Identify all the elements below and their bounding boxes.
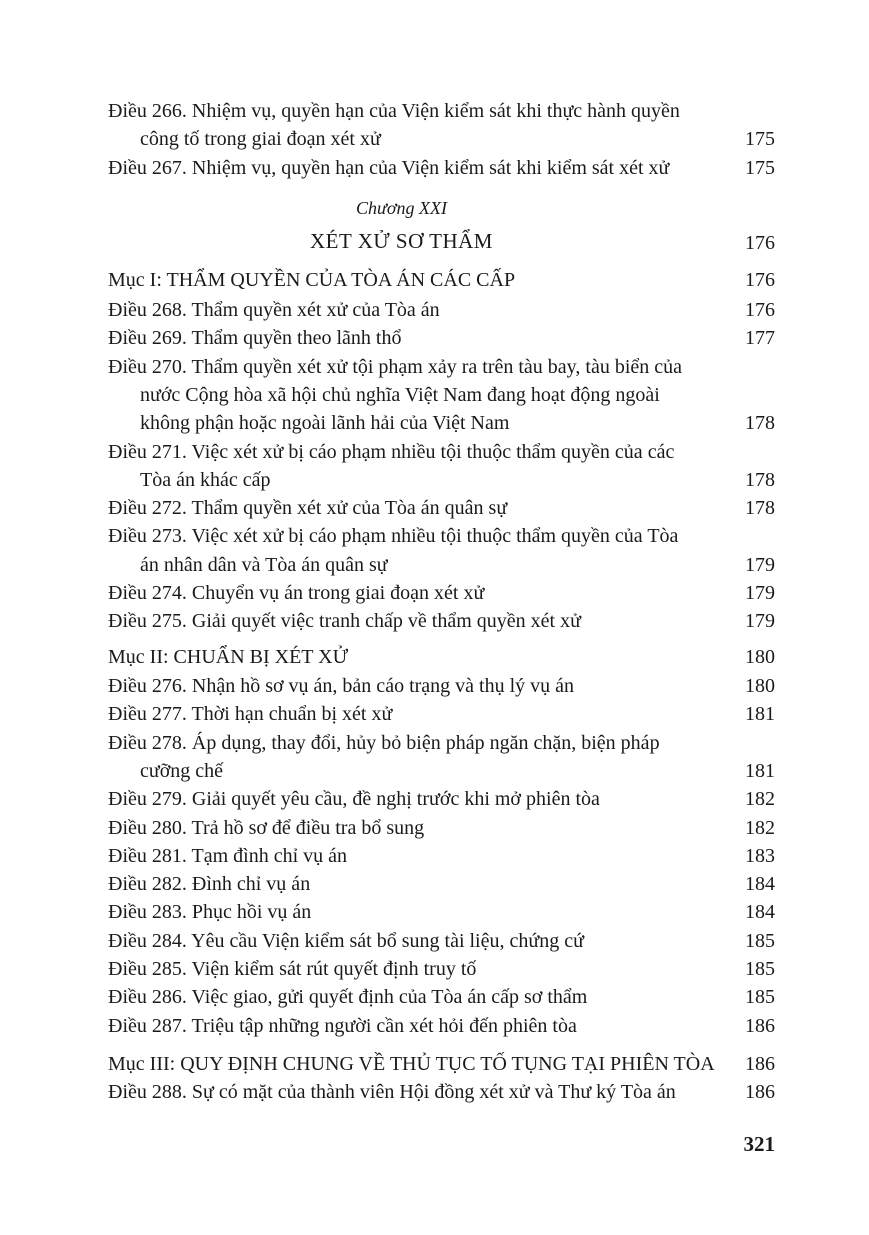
toc-entry-line: cưỡng chế	[140, 759, 224, 782]
toc-entry-line: Điều 270. Thẩm quyền xét xử tội phạm xảy ra trên tàu bay, tàu biển của	[108, 355, 683, 378]
toc-entry-line: Điều 269. Thẩm quyền theo lãnh thổ	[108, 327, 402, 350]
section-page: 186	[745, 1053, 775, 1075]
toc-entry-page: 175	[745, 156, 775, 179]
toc-entry-line: Điều 281. Tạm đình chỉ vụ án	[108, 844, 348, 867]
toc-entry-line: Điều 282. Đình chỉ vụ án	[108, 873, 311, 896]
section-title: Mục I: THẨM QUYỀN CỦA TÒA ÁN CÁC CẤP	[108, 269, 516, 291]
section-title: Mục II: CHUẨN BỊ XÉT XỬ	[108, 646, 349, 668]
toc-entry-page: 185	[745, 986, 775, 1009]
toc-entry-line: Điều 284. Yêu cầu Viện kiểm sát bổ sung tài liệu, chứng cứ	[108, 929, 584, 952]
toc-entry-line: Điều 280. Trả hồ sơ để điều tra bổ sung	[108, 816, 425, 839]
toc-entry-page: 179	[745, 582, 775, 604]
toc-entry-line: Điều 272. Thẩm quyền xét xử của Tòa án quân sự	[108, 497, 508, 520]
toc-entry-line: Điều 286. Việc giao, gửi quyết định của Tòa án cấp sơ thẩm	[108, 986, 588, 1009]
toc-entry-line: Điều 276. Nhận hồ sơ vụ án, bản cáo trạng và thụ lý vụ án	[108, 675, 575, 697]
toc-entry-line: Điều 288. Sự có mặt của thành viên Hội đồng xét xử và Thư ký Tòa án	[108, 1081, 676, 1103]
toc-entry-line: Điều 275. Giải quyết việc tranh chấp về thẩm quyền xét xử	[108, 610, 581, 633]
toc-entry-page: 178	[745, 468, 775, 491]
toc-entry-line: nước Cộng hòa xã hội chủ nghĩa Việt Nam đang hoạt động ngoài	[140, 383, 660, 406]
toc-entry-page: 186	[745, 1081, 775, 1103]
toc-entry-line: Điều 287. Triệu tập những người cần xét hỏi đến phiên tòa	[108, 1014, 577, 1037]
section-title: Mục III: QUY ĐỊNH CHUNG VỀ THỦ TỤC TỐ TỤNG TẠI PHIÊN TÒA	[108, 1053, 715, 1075]
toc-entry-line: án nhân dân và Tòa án quân sự	[140, 553, 388, 576]
toc-entry-line: Tòa án khác cấp	[140, 468, 271, 491]
toc-entry-line: Điều 266. Nhiệm vụ, quyền hạn của Viện kiểm sát khi thực hành quyền	[108, 100, 680, 122]
toc-entry-page: 181	[745, 759, 775, 782]
toc-entry-page: 179	[745, 610, 775, 633]
chapter-page: 176	[745, 232, 775, 254]
toc-entry-page: 178	[745, 497, 775, 520]
toc-entry-line: Điều 271. Việc xét xử bị cáo phạm nhiều tội thuộc thẩm quyền của các	[108, 440, 675, 463]
toc-entry-page: 185	[745, 958, 775, 980]
toc-entry-page: 179	[745, 553, 775, 576]
toc-entry-page: 182	[745, 816, 775, 839]
toc-entry-line: không phận hoặc ngoài lãnh hải của Việt Nam	[140, 412, 510, 435]
toc-entry-page: 183	[745, 844, 775, 867]
toc-entry-page: 176	[745, 299, 775, 321]
toc-entry-page: 180	[745, 675, 775, 697]
toc-entry-line: Điều 274. Chuyển vụ án trong giai đoạn xét xử	[108, 582, 485, 604]
toc-entry-page: 177	[745, 327, 775, 350]
toc-entry-line: Điều 277. Thời hạn chuẩn bị xét xử	[108, 703, 393, 726]
toc-entry-line: Điều 285. Viện kiểm sát rút quyết định truy tố	[108, 958, 477, 980]
section-page: 180	[745, 646, 775, 668]
page-number: 321	[743, 1132, 775, 1156]
toc-entry-line: Điều 273. Việc xét xử bị cáo phạm nhiều tội thuộc thẩm quyền của Tòa	[108, 525, 679, 548]
toc-entry-page: 186	[745, 1014, 775, 1037]
toc-entry-page: 184	[745, 901, 775, 924]
toc-entry-line: Điều 278. Áp dụng, thay đổi, hủy bỏ biện pháp ngăn chặn, biện pháp	[108, 731, 660, 754]
chapter-title: XÉT XỬ SƠ THẨM	[310, 229, 493, 253]
toc-entry-line: Điều 267. Nhiệm vụ, quyền hạn của Viện kiểm sát khi kiểm sát xét xử	[108, 156, 670, 179]
toc-entry-page: 175	[745, 128, 775, 151]
section-page: 176	[745, 269, 775, 291]
chapter-label: Chương XXI	[356, 198, 447, 218]
toc-entry-line: Điều 279. Giải quyết yêu cầu, đề nghị trước khi mở phiên tòa	[108, 788, 600, 811]
toc-entry-page: 184	[745, 873, 775, 896]
toc-entry-page: 178	[745, 412, 775, 435]
toc-entry-line: Điều 283. Phục hồi vụ án	[108, 901, 312, 924]
toc-entry-page: 182	[745, 788, 775, 811]
toc-entry-line: công tố trong giai đoạn xét xử	[140, 128, 381, 151]
toc-entry-line: Điều 268. Thẩm quyền xét xử của Tòa án	[108, 299, 440, 321]
toc-entry-page: 185	[745, 929, 775, 952]
toc-entry-page: 181	[745, 703, 775, 726]
